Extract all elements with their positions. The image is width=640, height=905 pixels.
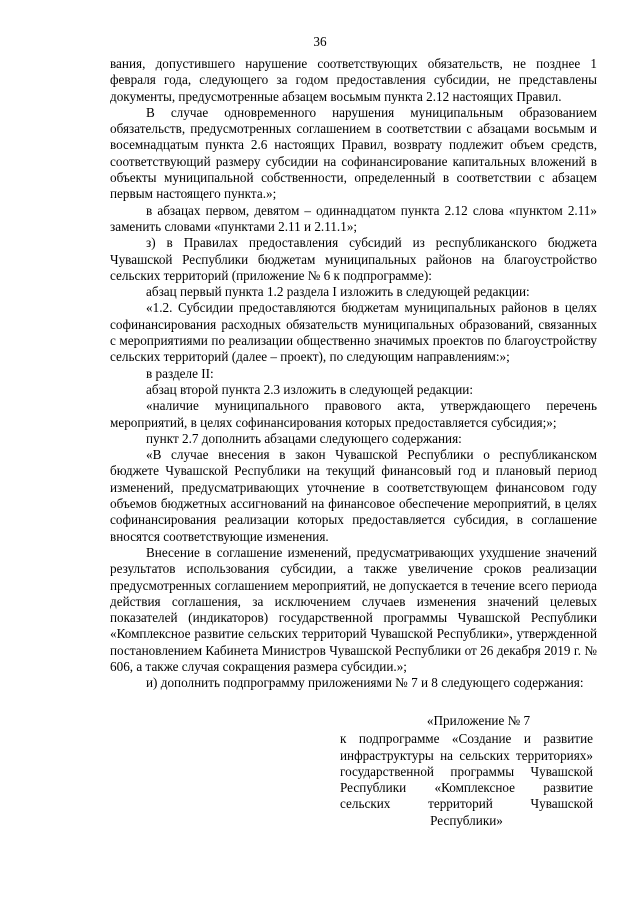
- paragraph: «В случае внесения в закон Чувашской Республики о республиканском бюджете Чувашской Республики на текущий финансовый год и плановый период изменений, предусматривающих уточнение в соответствующем финансовом году объемов бюджетных ассигнований на финансовое обеспечение мероприятий, в целях софинансирования реализации которых предоставляется субсидия, в соглашение вносятся соответствующие изменения.: [110, 447, 597, 544]
- paragraph: и) дополнить подпрограмму приложениями № 7 и 8 следующего содержания:: [146, 675, 584, 691]
- document-body: [110, 56, 597, 692]
- paragraph: В случае одновременного нарушения муниципальным образованием обязательств, предусмотренных соглашением в соответствии с абзацами восьмым и восемнадцатым пункта 2.6 настоящих Правил, возврату подлежит объем средств, соответствующий размеру субсидии на софинансирование капитальных вложений в объекты муниципальной собственности, определенный в соответствии с абзацем первым настоящего пункта.»;: [110, 104, 597, 202]
- paragraph: в разделе II:: [146, 365, 214, 381]
- appendix-header: [340, 713, 593, 829]
- appendix-subtitle: к подпрограмме «Создание и развитие инфраструктуры на сельских территориях» государственной программы Чувашской Республики «Комплексное развитие сельских территорий Чувашской Республики»: [340, 731, 593, 828]
- paragraph: «1.2. Субсидии предоставляются бюджетам муниципальных районов в целях софинансирования расходных обязательств муниципальных образований, связанных с мероприятиями по реализации общественно значимых проектов по благоустройству сельских территорий (далее – проект), по следующим направлениям:»;: [110, 300, 597, 365]
- paragraph: абзац второй пункта 2.3 изложить в следующей редакции:: [146, 381, 473, 397]
- paragraph: Внесение в соглашение изменений, предусматривающих ухудшение значений результатов использования субсидии, а также увеличение сроков реализации предусмотренных соглашением мероприятий, не допускается в течение всего периода действия соглашения, за исключением случаев изменения значений целевых показателей (индикаторов) государственной программы Чувашской Республики «Комплексное развитие сельских территорий Чувашской Республики», утвержденной постановлением Кабинета Министров Чувашской Республики от 26 декабря 2019 г. № 606, а также случая сокращения размера субсидии.»;: [110, 544, 597, 674]
- paragraph: вания, допустившего нарушение соответствующих обязательств, не позднее 1 февраля года, следующего за годом предоставления субсидии, не представлены документы, предусмотренные абзацем восьмым пункта 2.12 настоящих Правил.: [110, 56, 597, 104]
- paragraph: «наличие муниципального правового акта, утверждающего перечень мероприятий, в целях софинансирования которых предоставляется субсидия;»;: [110, 398, 597, 430]
- appendix-title: «Приложение № 7: [426, 713, 531, 728]
- paragraph: з) в Правилах предоставления субсидий из республиканского бюджета Чувашской Республики бюджетам муниципальных районов на благоустройство сельских территорий (приложение № 6 к подпрограмме):: [110, 235, 597, 283]
- paragraph: пункт 2.7 дополнить абзацами следующего содержания:: [146, 430, 462, 446]
- paragraph: абзац первый пункта 1.2 раздела I изложить в следующей редакции:: [146, 284, 530, 300]
- paragraph: в абзацах первом, девятом – одиннадцатом пункта 2.12 слова «пунктом 2.11» заменить словами «пунктами 2.11 и 2.11.1»;: [110, 202, 597, 234]
- page-number: 36: [313, 34, 327, 49]
